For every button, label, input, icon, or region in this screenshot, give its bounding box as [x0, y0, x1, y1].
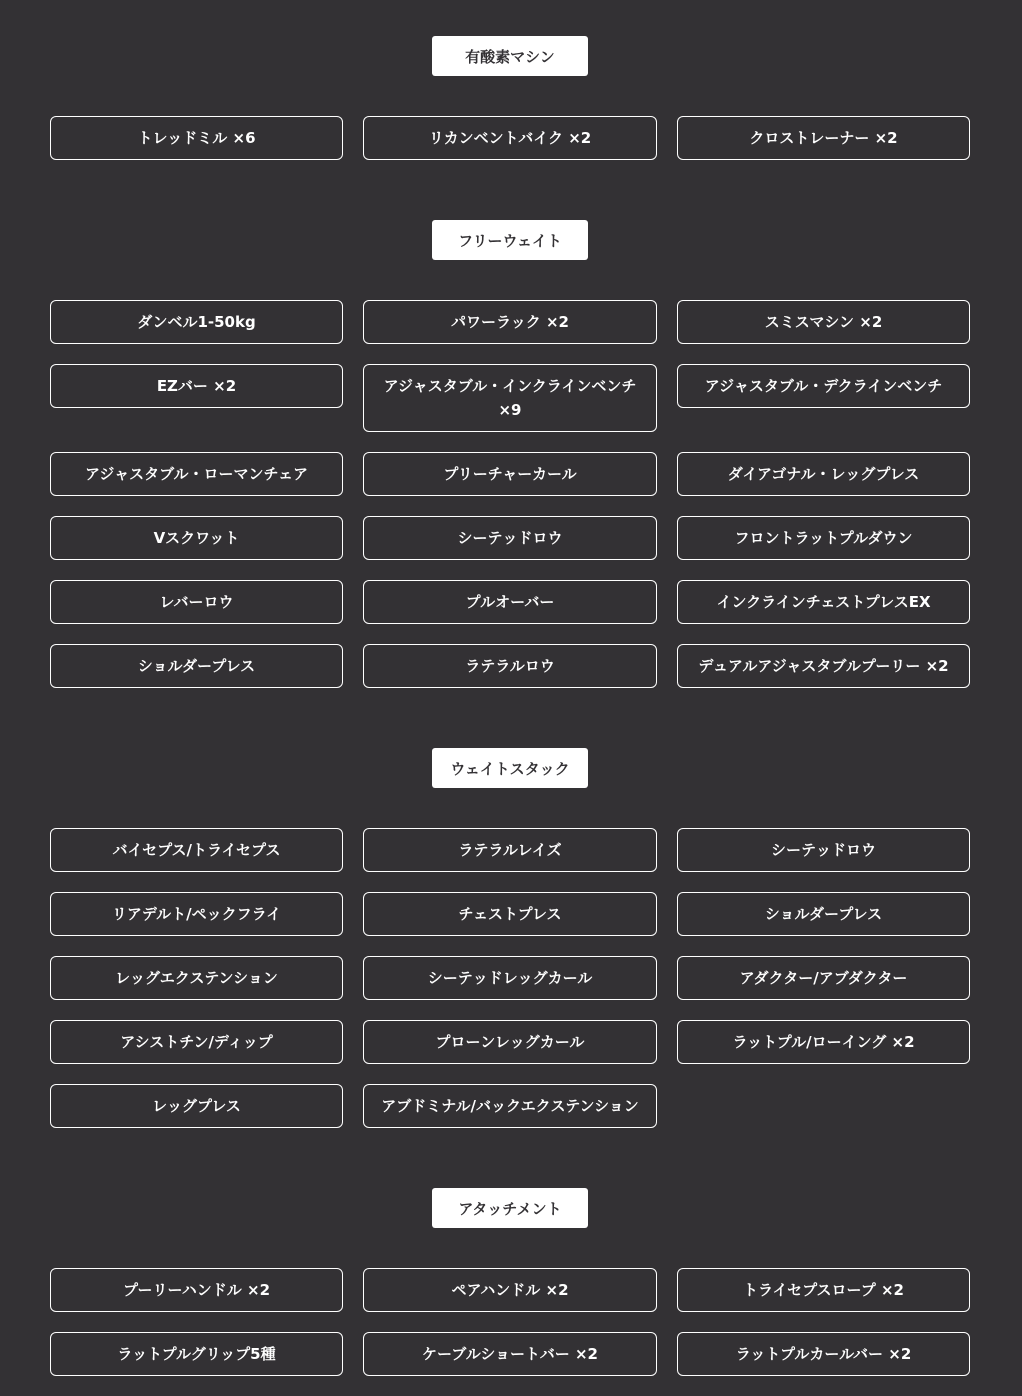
equipment-item: レバーロウ [50, 580, 343, 624]
equipment-item: ダンベル1-50kg [50, 300, 343, 344]
section-heading: ウェイトスタック [432, 748, 588, 788]
equipment-item: ラテラルレイズ [363, 828, 657, 872]
section-heading: アタッチメント [432, 1188, 588, 1228]
equipment-item: スミスマシン ×2 [677, 300, 970, 344]
equipment-item: ラテラルロウ [363, 644, 657, 688]
equipment-item: ラットプルグリップ5種 [50, 1332, 343, 1376]
equipment-item: チェストプレス [363, 892, 657, 936]
equipment-item: シーテッドロウ [363, 516, 657, 560]
equipment-item: ケーブルショートバー ×2 [363, 1332, 657, 1376]
equipment-item: シーテッドレッグカール [363, 956, 657, 1000]
equipment-item: プローンレッグカール [363, 1020, 657, 1064]
equipment-item: アジャスタブル・デクラインベンチ [677, 364, 970, 408]
equipment-item: プーリーハンドル ×2 [50, 1268, 343, 1312]
equipment-item: パワーラック ×2 [363, 300, 657, 344]
equipment-item: アダクター/アブダクター [677, 956, 970, 1000]
equipment-item: フロントラットプルダウン [677, 516, 970, 560]
equipment-item: リカンベントバイク ×2 [363, 116, 657, 160]
equipment-item: ペアハンドル ×2 [363, 1268, 657, 1312]
equipment-item: アブドミナル/バックエクステンション [363, 1084, 657, 1128]
equipment-item: トライセプスロープ ×2 [677, 1268, 970, 1312]
equipment-item: Vスクワット [50, 516, 343, 560]
equipment-item: リアデルト/ペックフライ [50, 892, 343, 936]
equipment-item: レッグプレス [50, 1084, 343, 1128]
equipment-item: デュアルアジャスタブルプーリー ×2 [677, 644, 970, 688]
equipment-item: プルオーバー [363, 580, 657, 624]
equipment-item: クロストレーナー ×2 [677, 116, 970, 160]
equipment-item: プリーチャーカール [363, 452, 657, 496]
equipment-item: ラットプル/ローイング ×2 [677, 1020, 970, 1064]
section-heading: フリーウェイト [432, 220, 588, 260]
equipment-item: アシストチン/ディップ [50, 1020, 343, 1064]
equipment-item: ショルダープレス [677, 892, 970, 936]
equipment-item: トレッドミル ×6 [50, 116, 343, 160]
equipment-item: インクラインチェストプレスEX [677, 580, 970, 624]
equipment-item: アジャスタブル・インクラインベンチ ×9 [363, 364, 657, 432]
equipment-item: ダイアゴナル・レッグプレス [677, 452, 970, 496]
equipment-item: ショルダープレス [50, 644, 343, 688]
equipment-item: バイセプス/トライセプス [50, 828, 343, 872]
equipment-item: ラットプルカールバー ×2 [677, 1332, 970, 1376]
equipment-item: シーテッドロウ [677, 828, 970, 872]
section-heading: 有酸素マシン [432, 36, 588, 76]
equipment-item: EZバー ×2 [50, 364, 343, 408]
equipment-item: アジャスタブル・ローマンチェア [50, 452, 343, 496]
equipment-item: レッグエクステンション [50, 956, 343, 1000]
